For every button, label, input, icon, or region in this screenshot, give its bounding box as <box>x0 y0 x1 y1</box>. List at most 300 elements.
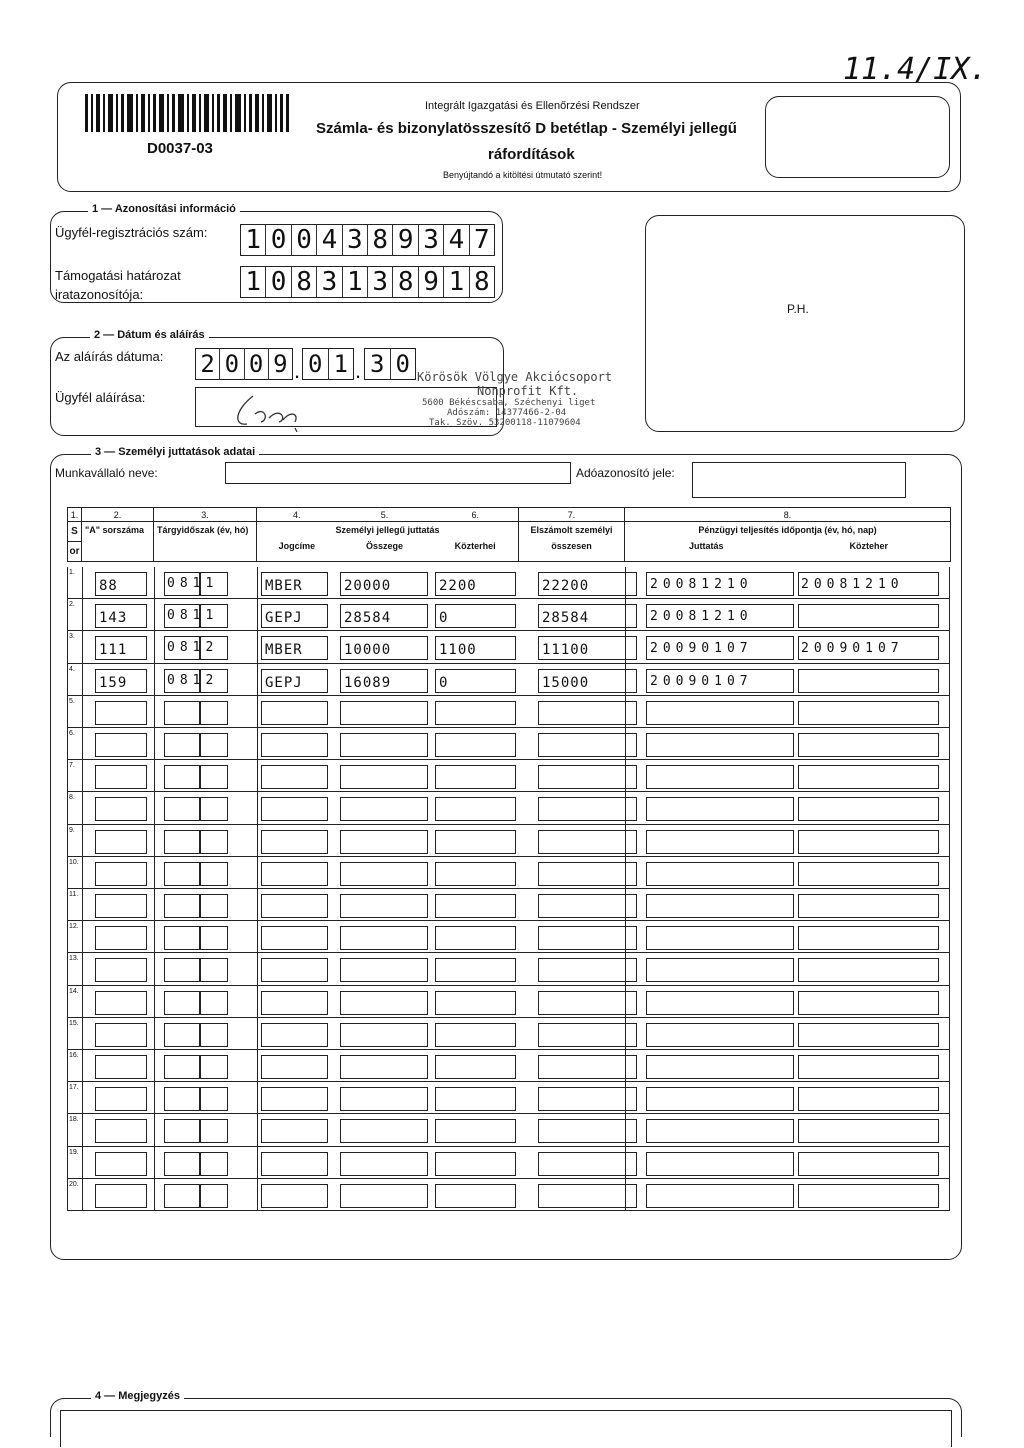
burden-input[interactable] <box>435 926 516 950</box>
digit: 1 <box>241 225 266 255</box>
table-row <box>67 1018 950 1050</box>
row-number: 14. <box>69 987 79 995</box>
corner-note: 11.4/IX. <box>843 52 988 87</box>
period-input-month[interactable] <box>199 1023 228 1047</box>
notes-input[interactable] <box>60 1410 952 1447</box>
period-input[interactable] <box>164 1055 201 1079</box>
settled-total-input[interactable] <box>538 765 637 789</box>
a-number-input[interactable] <box>95 1087 147 1111</box>
burden-input[interactable] <box>435 765 516 789</box>
burden-input-value: 2200 <box>439 578 477 594</box>
period-input[interactable] <box>164 1184 201 1208</box>
period-input-month[interactable] <box>199 1152 228 1176</box>
stamp-line: Körösök Völgye Akciócsoport <box>417 370 613 384</box>
burden-input[interactable] <box>435 572 516 596</box>
benefit-date-input[interactable] <box>646 765 794 789</box>
a-number-input[interactable] <box>95 1119 147 1143</box>
benefit-date-input[interactable] <box>646 701 794 725</box>
column-divider <box>257 728 258 759</box>
type-input[interactable] <box>261 1184 328 1208</box>
column-divider <box>154 1050 155 1081</box>
date-day-field[interactable] <box>364 348 416 380</box>
column-divider <box>82 599 83 630</box>
employee-name-input[interactable] <box>225 462 571 484</box>
burden-input[interactable] <box>435 1087 516 1111</box>
column-divider <box>154 825 155 856</box>
burden-input[interactable] <box>435 604 516 628</box>
column-divider <box>257 1179 258 1210</box>
amount-input[interactable] <box>340 604 428 628</box>
settled-total-input[interactable] <box>538 991 637 1015</box>
row-number: 7. <box>69 762 75 770</box>
column-divider <box>257 792 258 823</box>
burden-input[interactable] <box>435 830 516 854</box>
period-input[interactable] <box>164 765 201 789</box>
row-number: 4. <box>69 665 75 673</box>
seal-box[interactable] <box>645 215 965 432</box>
period-input-month[interactable] <box>199 733 228 757</box>
tax-id-label: Adóazonosító jele: <box>576 466 675 480</box>
column-divider <box>154 567 155 598</box>
table-row <box>67 760 950 792</box>
burden-input[interactable] <box>435 958 516 982</box>
amount-input[interactable] <box>340 765 428 789</box>
a-number-input[interactable] <box>95 991 147 1015</box>
digit: 9 <box>393 225 418 255</box>
header-burden: Közterhei <box>454 541 496 551</box>
type-input[interactable] <box>261 1119 328 1143</box>
burden-input[interactable] <box>435 701 516 725</box>
burden-input[interactable] <box>435 797 516 821</box>
a-number-input[interactable] <box>95 1023 147 1047</box>
row-number: 10. <box>69 858 79 866</box>
row-number: 6. <box>69 730 75 737</box>
digit: 3 <box>365 349 391 379</box>
period-input-month[interactable] <box>199 926 228 950</box>
a-number-input[interactable] <box>95 958 147 982</box>
settled-total-input[interactable] <box>538 958 637 982</box>
a-number-input[interactable] <box>95 636 147 660</box>
type-input[interactable] <box>261 958 328 982</box>
decision-id-field[interactable] <box>240 266 495 298</box>
header-a-number: "A" sorszáma <box>82 522 154 562</box>
benefit-date-input[interactable] <box>646 733 794 757</box>
a-number-input[interactable] <box>95 669 147 693</box>
column-divider <box>82 921 83 952</box>
digit: 0 <box>245 349 269 379</box>
row-number: 5. <box>69 697 75 705</box>
digit: 8 <box>292 267 317 297</box>
tax-date-input[interactable] <box>798 669 939 693</box>
period-input[interactable] <box>164 1023 201 1047</box>
amount-input-value: 10000 <box>344 642 392 659</box>
amount-input[interactable] <box>340 636 428 660</box>
period-input[interactable] <box>164 830 201 854</box>
column-divider <box>82 728 83 759</box>
tax-date-input[interactable] <box>798 797 939 821</box>
column-divider <box>82 953 83 984</box>
burden-input[interactable] <box>435 1119 516 1143</box>
tax-date-input[interactable] <box>798 958 939 982</box>
period-input[interactable] <box>164 701 201 725</box>
burden-input[interactable] <box>435 636 516 660</box>
type-input[interactable] <box>261 765 328 789</box>
type-input[interactable] <box>261 1023 328 1047</box>
amount-input[interactable] <box>340 1023 428 1047</box>
digit: 8 <box>393 267 418 297</box>
a-number-input[interactable] <box>95 604 147 628</box>
amount-input-value: 16089 <box>344 674 392 691</box>
column-divider <box>82 567 83 598</box>
type-input-value: MBER <box>265 642 303 659</box>
digit: 2 <box>196 349 220 379</box>
benefit-date-input[interactable] <box>646 894 794 918</box>
col-number: 3. <box>154 508 257 522</box>
burden-input[interactable] <box>435 1023 516 1047</box>
decision-label-2: iratazonosítója: <box>55 287 144 302</box>
digit: 1 <box>333 350 348 378</box>
amount-input[interactable] <box>340 1119 428 1143</box>
a-number-input-value: 88 <box>99 578 118 594</box>
header-s: S <box>68 522 81 542</box>
a-number-input[interactable] <box>95 765 147 789</box>
row-number: 20. <box>69 1180 79 1188</box>
type-input[interactable] <box>261 701 328 725</box>
a-number-input[interactable] <box>95 572 147 596</box>
column-divider <box>154 664 155 695</box>
settled-total-input[interactable] <box>538 1055 637 1079</box>
amount-input[interactable] <box>340 1152 428 1176</box>
column-divider <box>154 1018 155 1049</box>
period-value: 0812 <box>167 640 219 656</box>
period-input-month[interactable] <box>199 894 228 918</box>
a-number-input[interactable] <box>95 797 147 821</box>
burden-input[interactable] <box>435 733 516 757</box>
section4-heading: 4 — Megjegyzés <box>91 1390 184 1402</box>
column-divider <box>154 1179 155 1210</box>
type-input[interactable] <box>261 926 328 950</box>
table-row <box>67 728 950 760</box>
column-divider <box>154 857 155 888</box>
settled-total-input[interactable] <box>538 830 637 854</box>
digit: 1 <box>343 267 368 297</box>
a-number-input[interactable] <box>95 701 147 725</box>
column-divider <box>257 825 258 856</box>
date-year-field[interactable] <box>195 348 293 380</box>
settled-total-input[interactable] <box>538 669 637 693</box>
col-number: 8. <box>625 508 951 522</box>
amount-input[interactable] <box>340 669 428 693</box>
column-divider <box>154 953 155 984</box>
period-input[interactable] <box>164 1087 201 1111</box>
period-input[interactable] <box>164 894 201 918</box>
amount-input[interactable] <box>340 991 428 1015</box>
digit: 4 <box>444 225 469 255</box>
header-amount: Összege <box>365 541 404 551</box>
a-number-input[interactable] <box>95 1055 147 1079</box>
column-divider <box>154 889 155 920</box>
period-input-month[interactable] <box>199 1055 228 1079</box>
header-period: Tárgyidőszak (év, hó) <box>154 522 257 562</box>
column-divider <box>154 599 155 630</box>
period-input-month[interactable] <box>199 701 228 725</box>
tax-date-input[interactable] <box>798 733 939 757</box>
column-divider <box>257 986 258 1017</box>
burden-input-value: 1100 <box>439 642 477 659</box>
table-row <box>67 825 950 857</box>
period-input-month[interactable] <box>199 958 228 982</box>
benefit-date-input[interactable] <box>646 1184 794 1208</box>
benefit-date-value: 20090107 <box>650 641 753 657</box>
tax-date-input[interactable] <box>798 1152 939 1176</box>
benefits-table <box>67 507 950 562</box>
signature-scribble <box>225 392 315 432</box>
row-number: 12. <box>69 923 79 931</box>
instruction: Benyújtandó a kitöltési útmutató szerint! <box>443 170 603 180</box>
column-divider <box>82 857 83 888</box>
burden-input[interactable] <box>435 862 516 886</box>
table-row <box>67 889 950 921</box>
period-input-month[interactable] <box>199 765 228 789</box>
table-row <box>67 664 950 696</box>
settled-total-input-value: 28584 <box>542 610 590 627</box>
period-input[interactable] <box>164 797 201 821</box>
burden-input[interactable] <box>435 669 516 693</box>
column-divider <box>154 1082 155 1113</box>
date-label: Az aláírás dátuma: <box>55 349 164 364</box>
a-number-input[interactable] <box>95 894 147 918</box>
digit: 0 <box>266 267 291 297</box>
a-number-input-value: 111 <box>99 642 128 659</box>
settled-total-input[interactable] <box>538 894 637 918</box>
burden-input[interactable] <box>435 894 516 918</box>
benefit-date-input[interactable] <box>646 862 794 886</box>
type-input-value: GEPJ <box>265 674 303 691</box>
period-input[interactable] <box>164 991 201 1015</box>
amount-input[interactable] <box>340 926 428 950</box>
digit: 1 <box>444 267 469 297</box>
table-row <box>67 1179 950 1211</box>
type-input-value: MBER <box>265 578 303 594</box>
amount-input[interactable] <box>340 1184 428 1208</box>
column-divider <box>257 567 258 598</box>
settled-total-input[interactable] <box>538 701 637 725</box>
organisation-stamp <box>417 370 642 428</box>
period-input-month[interactable] <box>199 862 228 886</box>
type-input[interactable] <box>261 636 328 660</box>
tax-date-value: 20090107 <box>801 641 904 657</box>
header-benefit-date: Juttatás <box>688 541 724 551</box>
type-input[interactable] <box>261 604 328 628</box>
column-divider <box>257 1018 258 1049</box>
amount-input[interactable] <box>340 1055 428 1079</box>
benefit-date-input[interactable] <box>646 1055 794 1079</box>
column-divider <box>82 792 83 823</box>
header-type: Jogcíme <box>278 541 316 551</box>
settled-total-input[interactable] <box>538 604 637 628</box>
amount-input[interactable] <box>340 894 428 918</box>
benefit-date-input[interactable] <box>646 958 794 982</box>
period-input-month[interactable] <box>199 797 228 821</box>
column-divider <box>257 953 258 984</box>
tax-date-input[interactable] <box>798 894 939 918</box>
type-input[interactable] <box>261 1152 328 1176</box>
column-divider <box>82 1179 83 1210</box>
settled-total-input[interactable] <box>538 1087 637 1111</box>
tax-date-input[interactable] <box>798 1119 939 1143</box>
a-number-input[interactable] <box>95 862 147 886</box>
tax-date-input[interactable] <box>798 1184 939 1208</box>
digit: 0 <box>292 225 317 255</box>
benefit-date-input[interactable] <box>646 1119 794 1143</box>
signature-label: Ügyfél aláírása: <box>55 390 146 405</box>
digit: 0 <box>303 349 329 379</box>
period-input[interactable] <box>164 862 201 886</box>
settled-total-input[interactable] <box>538 797 637 821</box>
digit: 0 <box>266 225 291 255</box>
period-input[interactable] <box>164 733 201 757</box>
type-input[interactable] <box>261 991 328 1015</box>
type-input[interactable] <box>261 1055 328 1079</box>
burden-input[interactable] <box>435 991 516 1015</box>
benefit-date-input[interactable] <box>646 830 794 854</box>
period-input[interactable] <box>164 1152 201 1176</box>
benefit-date-input[interactable] <box>646 991 794 1015</box>
registration-stamp-box[interactable] <box>765 96 950 178</box>
settled-total-input[interactable] <box>538 1152 637 1176</box>
tax-date-input[interactable] <box>798 830 939 854</box>
form-title-line1: Számla- és bizonylatösszesítő D betétlap - Személyi jellegű <box>316 120 737 137</box>
settled-total-input[interactable] <box>538 926 637 950</box>
tax-date-input[interactable] <box>798 604 939 628</box>
type-input[interactable] <box>261 797 328 821</box>
benefit-date-input[interactable] <box>646 1023 794 1047</box>
tax-id-input[interactable] <box>692 462 906 498</box>
column-divider <box>257 1114 258 1145</box>
tax-date-input[interactable] <box>798 926 939 950</box>
a-number-input[interactable] <box>95 926 147 950</box>
stamp-line: Adószám: 14377466-2-04 <box>447 408 567 418</box>
a-number-input[interactable] <box>95 733 147 757</box>
type-input[interactable] <box>261 669 328 693</box>
column-divider <box>154 760 155 791</box>
decision-label-1: Támogatási határozat <box>55 268 181 283</box>
tax-date-input[interactable] <box>798 1055 939 1079</box>
tax-date-input[interactable] <box>798 701 939 725</box>
column-divider <box>154 792 155 823</box>
column-divider <box>82 889 83 920</box>
tax-date-input[interactable] <box>798 1023 939 1047</box>
benefit-date-input[interactable] <box>646 926 794 950</box>
period-input[interactable] <box>164 958 201 982</box>
column-divider <box>257 696 258 727</box>
table-row <box>67 696 950 728</box>
type-input[interactable] <box>261 733 328 757</box>
period-input-month[interactable] <box>199 830 228 854</box>
type-input[interactable] <box>261 572 328 596</box>
table-row <box>67 599 950 631</box>
amount-input[interactable] <box>340 797 428 821</box>
type-input[interactable] <box>261 1087 328 1111</box>
period-input-month[interactable] <box>199 991 228 1015</box>
benefit-date-input[interactable] <box>646 797 794 821</box>
amount-input[interactable] <box>340 862 428 886</box>
settled-total-input[interactable] <box>538 1023 637 1047</box>
column-divider <box>257 921 258 952</box>
a-number-input[interactable] <box>95 830 147 854</box>
column-divider <box>257 857 258 888</box>
tax-date-input[interactable] <box>798 1087 939 1111</box>
amount-input[interactable] <box>340 830 428 854</box>
burden-input[interactable] <box>435 1152 516 1176</box>
table-row <box>67 1050 950 1082</box>
amount-input[interactable] <box>340 733 428 757</box>
header-or: or <box>69 546 80 557</box>
column-divider <box>257 599 258 630</box>
digit: 1 <box>241 267 266 297</box>
tax-date-input[interactable] <box>798 991 939 1015</box>
a-number-input-value: 143 <box>99 610 128 627</box>
digit: 4 <box>317 225 342 255</box>
tax-date-input[interactable] <box>798 765 939 789</box>
tax-date-input[interactable] <box>798 862 939 886</box>
column-divider <box>82 1147 83 1178</box>
table-row <box>67 1082 950 1114</box>
benefit-date-input[interactable] <box>646 1152 794 1176</box>
row-number: 9. <box>69 826 75 834</box>
settled-total-input[interactable] <box>538 862 637 886</box>
type-input[interactable] <box>261 830 328 854</box>
digit: 3 <box>368 267 393 297</box>
table-row <box>67 1147 950 1179</box>
amount-input[interactable] <box>340 572 428 596</box>
amount-input[interactable] <box>340 701 428 725</box>
column-divider <box>257 1050 258 1081</box>
header-personal-benefit: Személyi jellegű juttatás <box>335 525 440 535</box>
period-input-month[interactable] <box>199 1184 228 1208</box>
period-input-month[interactable] <box>199 1087 228 1111</box>
burden-input[interactable] <box>435 1055 516 1079</box>
period-input-month[interactable] <box>199 1119 228 1143</box>
column-divider <box>154 921 155 952</box>
a-number-input-value: 159 <box>99 674 128 691</box>
date-month-field[interactable] <box>302 348 354 380</box>
settled-total-input[interactable] <box>538 1119 637 1143</box>
client-reg-field[interactable] <box>240 224 495 256</box>
column-divider <box>82 1082 83 1113</box>
settled-total-input[interactable] <box>538 572 637 596</box>
period-input[interactable] <box>164 926 201 950</box>
period-input[interactable] <box>164 1119 201 1143</box>
a-number-input[interactable] <box>95 1184 147 1208</box>
type-input[interactable] <box>261 862 328 886</box>
period-value: 0812 <box>167 672 219 688</box>
table-row <box>67 792 950 824</box>
row-number: 17. <box>69 1084 79 1092</box>
a-number-input[interactable] <box>95 1152 147 1176</box>
settled-total-input[interactable] <box>538 636 637 660</box>
amount-input[interactable] <box>340 958 428 982</box>
benefit-date-input[interactable] <box>646 1087 794 1111</box>
settled-total-input[interactable] <box>538 733 637 757</box>
period-value: 0811 <box>167 608 219 624</box>
burden-input[interactable] <box>435 1184 516 1208</box>
stamp-line: 5600 Békéscsaba, Széchenyi liget <box>422 398 596 408</box>
tax-date-value: 20081210 <box>801 577 904 592</box>
settled-total-input[interactable] <box>538 1184 637 1208</box>
type-input[interactable] <box>261 894 328 918</box>
amount-input[interactable] <box>340 1087 428 1111</box>
